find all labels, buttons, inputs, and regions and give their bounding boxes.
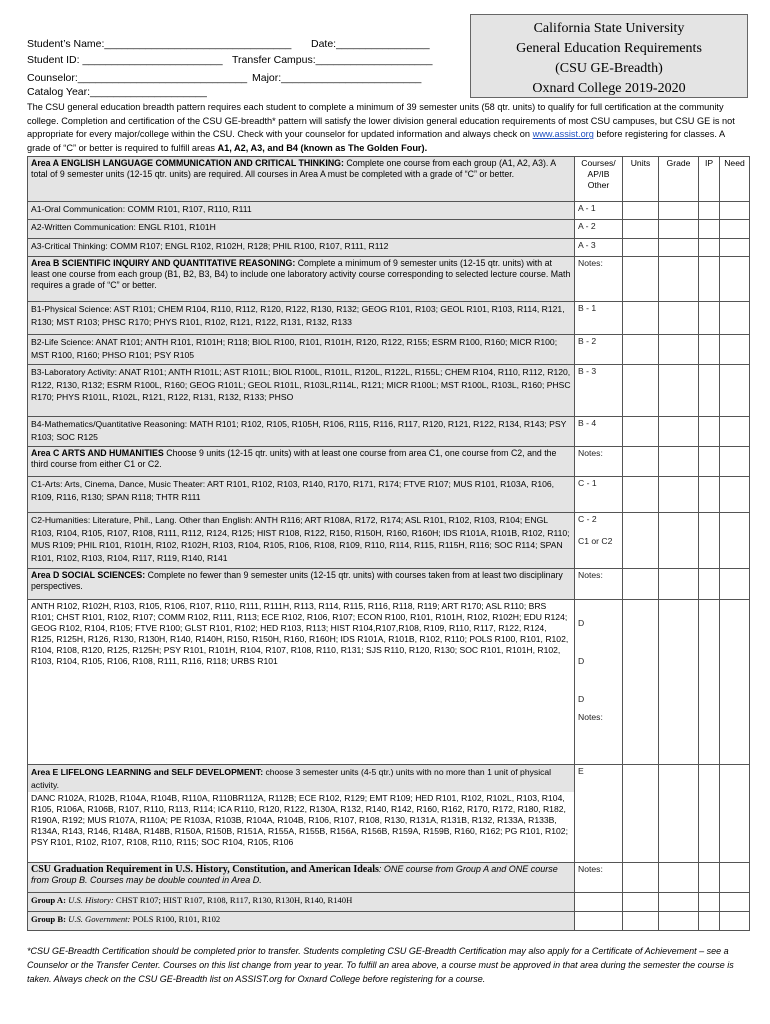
title-box [470, 14, 748, 98]
col-courses-header: Courses/ AP/IB Other [575, 157, 623, 202]
col-grade-header: Grade [659, 157, 699, 202]
graduation-notes: Notes: [575, 863, 623, 893]
c1-code: C - 1 [575, 477, 623, 513]
area-e-block [28, 765, 575, 863]
b2-row: B2-Life Science: ANAT R101; ANTH R101, R101H; R118; BIOL R100, R101, R101H, R120, R122, R155; ESRM R100, R160; MICR R100; MST R100, R160; PHSO R101; PSY R105 [28, 335, 575, 365]
a1-code: A - 1 [575, 202, 623, 220]
area-e-courses: DANC R102A, R102B, R104A, R104B, R110A, R110BR112A, R112B; ECE R102, R129; EMT R109; HED R101, R102, R102L, R103, R104, R105, R106A, R106B, R107, R110, R113, R114; ICA R110, R120, R122, R130A, R132, R140, R142, R160, R162, R170, R172, R180, R182, R190A, R192; MUS R107A, R110A; PE R103A, R103B, R104A, R104B, R106, R107, R108, R130, R131A, R131B, R132, R133A, R133B, R134A, R143, R146, R148A, R148B, R150A, R150B, R151A, R155A, R155B, R156A, R156B, R159A, R159B, R160, R162; PG R101, R102; PSY R101, R102, R107, R108, R110, R115; SOC R104, R105, R106 [31, 793, 568, 847]
area-e-code: E [575, 765, 623, 863]
footnote: *CSU GE-Breadth Certification should be completed prior to transfer. Students completing CSU GE-Breadth Certification may also apply for a Certificate of Achievement – see a Counselor or the Transfer Center. Courses on this list change from year to year. To fulfill an area above, a course must be approved in that area during the semester the course is taken. Always check on the CSU GE-Breadth list on ASSIST.org for Oxnard College before registering for a course. [27, 946, 734, 984]
col-need-header: Need [720, 157, 750, 202]
c1-row: C1-Arts: Arts, Cinema, Dance, Music Theater: ART R101, R102, R103, R140, R170, R171, R174; FTVE R107; MUS R101, R103A, R106, R109, R116, R130; SPAN R118; THTR R111 [28, 477, 575, 513]
area-b-header: Area B SCIENTIFIC INQUIRY AND QUANTITATIVE REASONING: Complete a minimum of 9 semester units (12-15 qtr. units) with at least one course from each group (B1, B2, B3, B4) to include one laboratory activity course corresponding to selected lecture course. Math requires a grade of “C” or better. [28, 257, 575, 302]
area-c-notes: Notes: [575, 447, 623, 477]
group-b-row: Group B: U.S. Government: POLS R100, R101, R102 [28, 912, 575, 931]
a2-row: A2-Written Communication: ENGL R101, R101H [28, 220, 575, 239]
graduation-header: CSU Graduation Requirement in U.S. History, Constitution, and American Ideals: ONE course from Group A and ONE course from Group B. Courses may be double counted in Area D. [28, 863, 575, 893]
b1-code: B - 1 [575, 302, 623, 335]
a2-code: A - 2 [575, 220, 623, 239]
area-d-courses: ANTH R102, R102H, R103, R105, R106, R107, R110, R111, R111H, R113, R114, R115, R116, R118, R119; ART R170; ASL R110; BRS R101; CHST R101, R102, R107; COMM R102, R111, R113; ECE R102, R106, R107; ECON R100, R101, R101H, R102, R102H; EDU R124; GEOG R102, R104, R105; FTVE R100; GLST R101, R102; HED R103, R113; HIST R104,R107,R108, R109, R110, R117, R122, R124, R125, R125H, R126, R130, R130H, R140, R140H, R150, R150H, R160, R160H; IDS R101A, R101B, R102, R110; POLS R100, R101, R102, R104, R108, R120, R125, R125H; PSY R101, R101H, R104, R107, R108, R110, R131; SJS R110, R120, R130; SOC R101, R101H, R102, R103, R104, R105, R106, R108, R111, R116, R118; URBS R101 [28, 600, 575, 765]
counselor-field[interactable]: Counselor:_____________________________ [27, 72, 248, 84]
a3-code: A - 3 [575, 239, 623, 257]
c2-row: C2-Humanities: Literature, Phil., Lang. Other than English: ANTH R116; ART R108A, R172, R174; ASL R101, R102, R103, R104; ENGL R103, R104, R105, R107, R108, R111, R112, R124, R125; HIST R108, R122, R150, R150H, R160, R160H; IDS R101A, R101B, R102, R110; MUS R109; PHIL R101, R101H, R102, R102H, R103, R104, R105, R106, R108, R109, R110, R114, R115, R115H, R116; SOC R114; SPAN R101, R102, R103, R104, R117, R119, R140, R141 [28, 513, 575, 569]
b4-row: B4-Mathematics/Quantitative Reasoning: MATH R101; R102, R105, R105H, R106, R115, R116, R117, R120, R121, R122, R134, R143; PSY R103; SOC R125 [28, 417, 575, 447]
date-field[interactable]: Date:________________ [311, 38, 430, 50]
b1-row: B1-Physical Science: AST R101; CHEM R104, R110, R112, R120, R122, R130, R132; GEOG R101, R103; GEOL R101, R103, R114, R121, R130; MST R103; PHSC R170; PHYS R101, R102, R121, R122, R131, R132, R133 [28, 302, 575, 335]
intro-paragraph: The CSU general education breadth pattern requires each student to complete a minimum of 39 semester units (58 qtr. units) to qualify for full certification at the community college. Completion and certification of the CSU GE-breadth* pattern will satisfy the lower division general education requirements of most CSU campuses, but CSU GE is not appropriate for every major/college within the CSU. Check with your counselor for updated information and always check on www.assist.org before registering for classes. A grade of “C” or better is required to fulfill areas A1, A2, A3, and B4 (known as The Golden Four). [27, 102, 735, 153]
catalog-year-field[interactable]: Catalog Year:____________________ [27, 86, 207, 98]
title-line-1: California State University [533, 21, 685, 36]
area-b-notes: Notes: [575, 257, 623, 302]
col-ip-header: IP [699, 157, 720, 202]
ge-requirements-table [27, 156, 750, 931]
area-a-header: Area A ENGLISH LANGUAGE COMMUNICATION AND CRITICAL THINKING: Complete one course from each group (A1, A2, A3). A total of 9 semester units (12-15 qtr. units) are required. All courses in Area A must be completed with a grade of “C” or better. [28, 157, 575, 202]
assist-link[interactable]: www.assist.org [532, 129, 594, 139]
area-d-codes: D D D Notes: [575, 600, 623, 765]
transfer-campus-field[interactable]: Transfer Campus:____________________ [232, 54, 433, 66]
b3-row: B3-Laboratory Activity: ANAT R101; ANTH R101L; AST R101L; BIOL R100L, R101L, R120L, R122L, R155L; CHEM R104, R110, R112, R120, R122, R130, R132; ESRM R100L, R160; GEOG R101L; GEOL R101L, R103L,R114L, R121; MICR R100L; MST R100L, R103L, R160; PHSC R170; PHYS R101L, R102L, R121, R122, R131, R132, R133; PHSO [28, 365, 575, 417]
area-c-header: Area C ARTS AND HUMANITIES Choose 9 units (12-15 qtr. units) with at least one course from area C1, one course from C2, and the third course from either C1 or C2. [28, 447, 575, 477]
major-field[interactable]: Major:________________________ [252, 72, 422, 84]
b3-code: B - 3 [575, 365, 623, 417]
student-id-field[interactable]: Student ID: ________________________ [27, 54, 223, 66]
a1-row: A1-Oral Communication: COMM R101, R107, R110, R111 [28, 202, 575, 220]
title-line-3: (CSU GE-Breadth) [555, 61, 663, 76]
area-d-header: Area D SOCIAL SCIENCES: Complete no fewer than 9 semester units (12-15 qtr. units) with courses taken from at least two disciplinary perspectives. [28, 569, 575, 600]
student-name-field[interactable]: Student’s Name:________________________________ [27, 38, 292, 50]
b4-code: B - 4 [575, 417, 623, 447]
title-line-4: Oxnard College 2019-2020 [532, 81, 686, 96]
b2-code: B - 2 [575, 335, 623, 365]
a3-row: A3-Critical Thinking: COMM R107; ENGL R102, R102H, R128; PHIL R100, R107, R111, R112 [28, 239, 575, 257]
col-units-header: Units [623, 157, 659, 202]
area-d-notes: Notes: [575, 569, 623, 600]
title-line-2: General Education Requirements [516, 41, 702, 56]
area-e-header: Area E LIFELONG LEARNING and SELF DEVELOPMENT: choose 3 semester units (4-5 qtr.) units with no more than 1 unit of physical activity. [28, 765, 574, 792]
c2-code: C - 2 C1 or C2 [575, 513, 623, 569]
group-a-row: Group A: U.S. History: CHST R107; HIST R107, R108, R117, R130, R130H, R140, R140H [28, 893, 575, 912]
